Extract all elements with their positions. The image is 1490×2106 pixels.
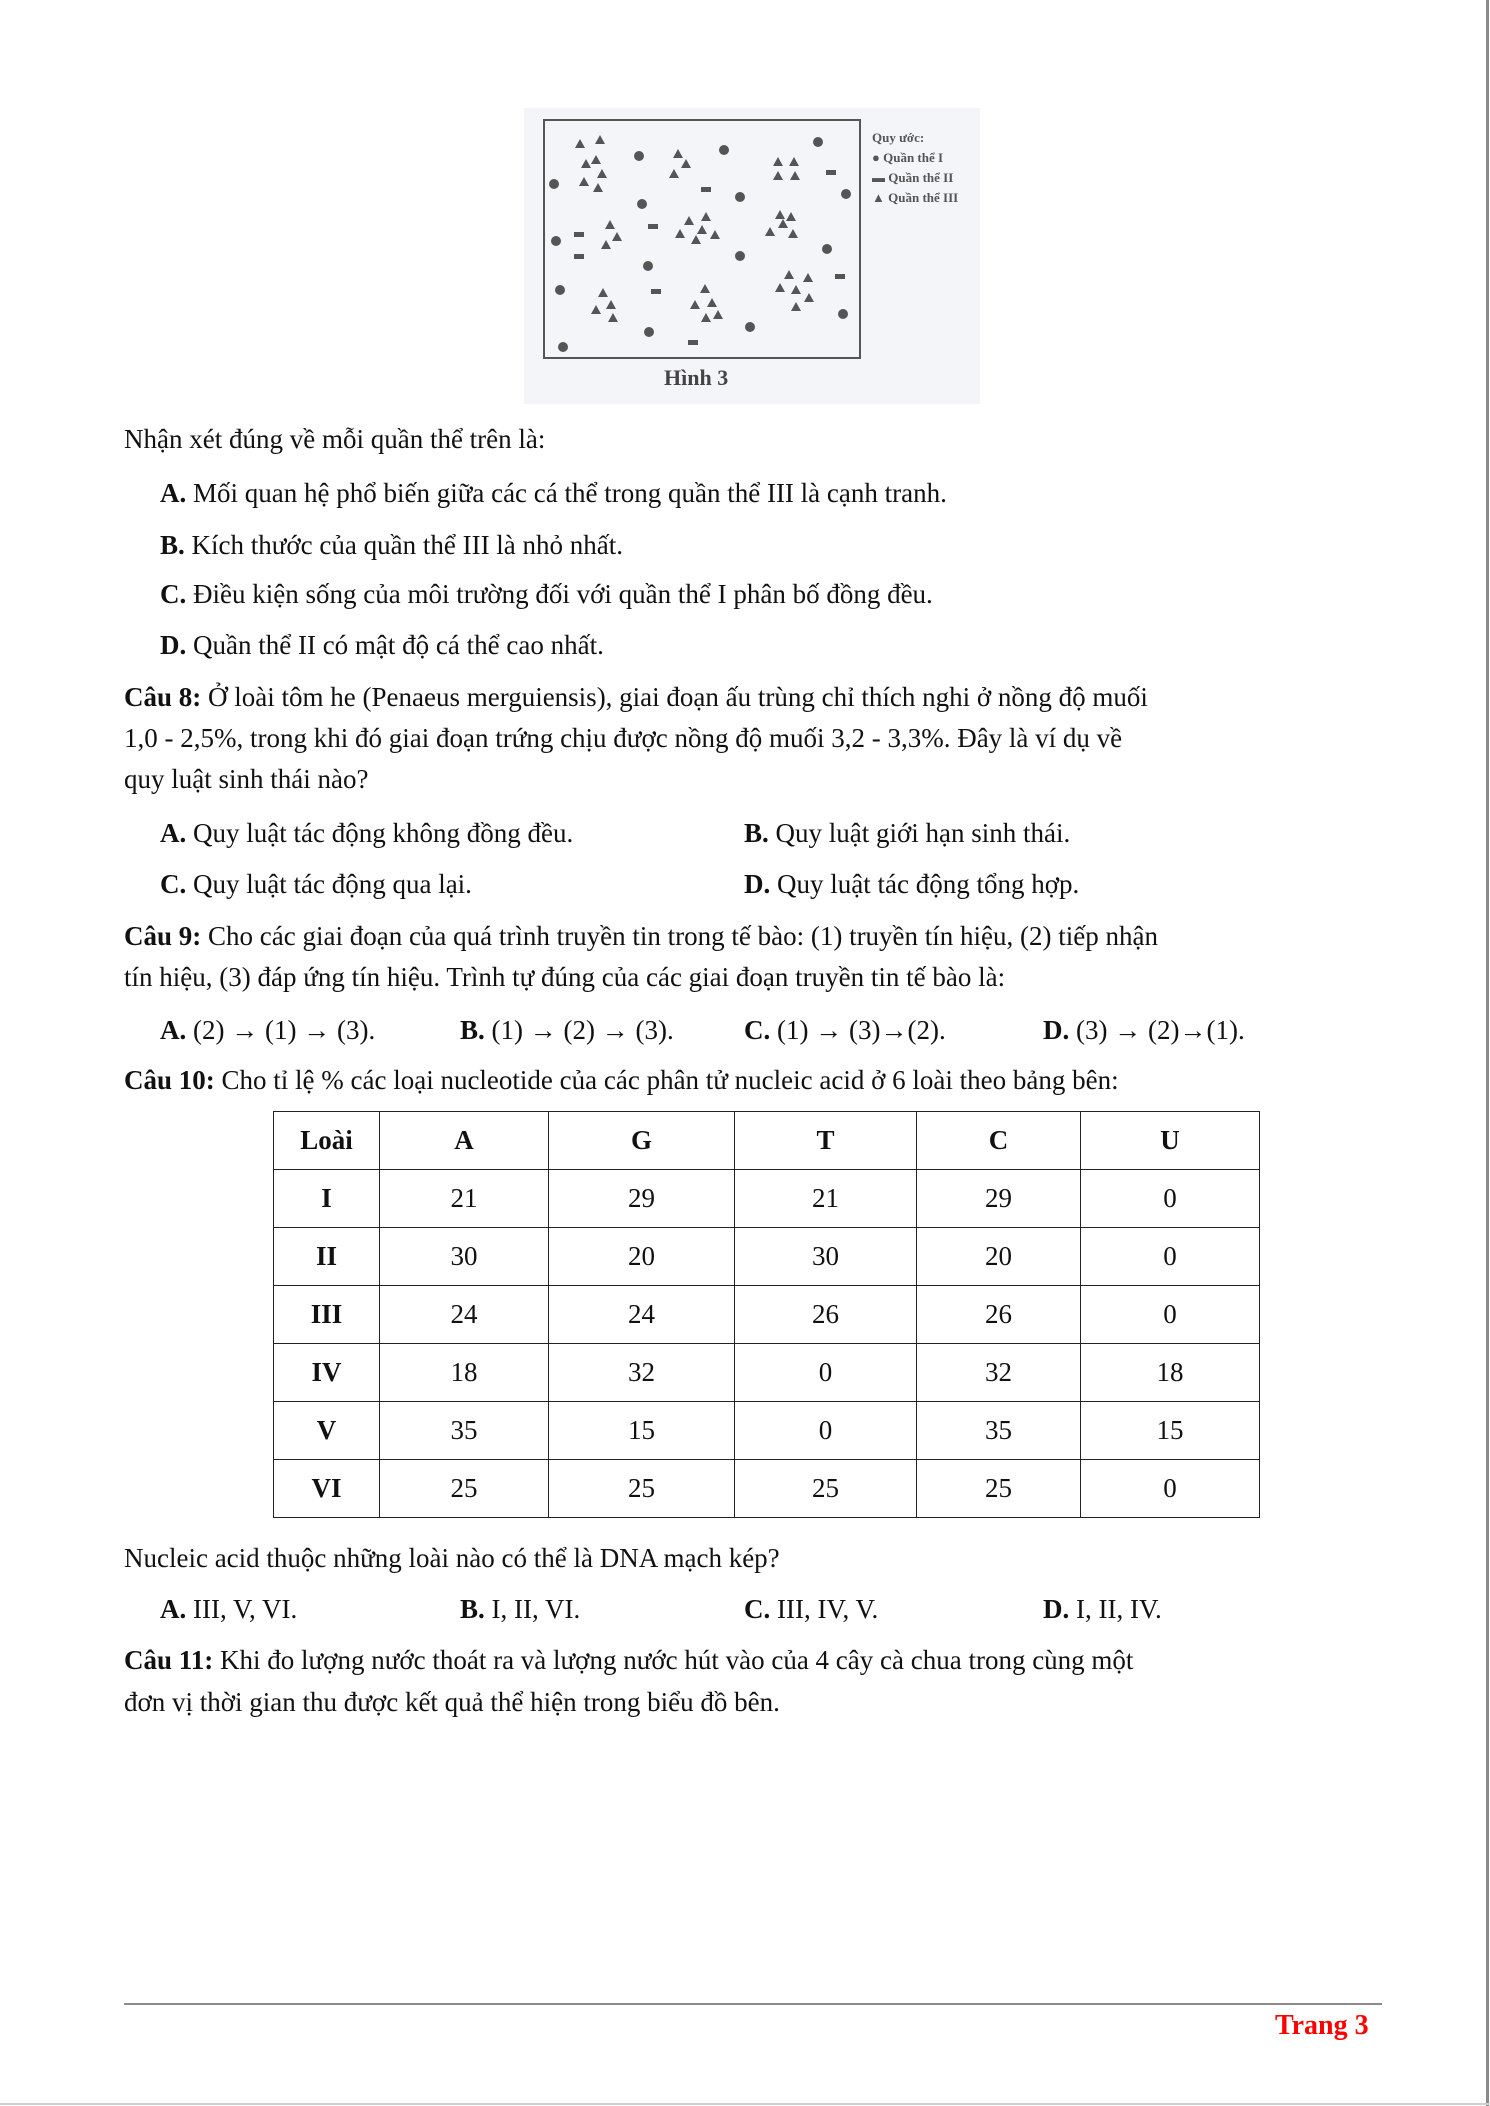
table-cell: 25 bbox=[549, 1460, 735, 1518]
table-row bbox=[274, 1228, 1260, 1286]
q11-stem-line-2: đơn vị thời gian thu được kết quả thể hiện trong biểu đồ bên. bbox=[124, 1687, 780, 1717]
table-row bbox=[274, 1460, 1260, 1518]
q10-option-b: B. I, II, VI. bbox=[460, 1594, 581, 1624]
figure-legend bbox=[872, 128, 958, 208]
table-cell: 30 bbox=[380, 1228, 549, 1286]
q10-stem: Câu 10: Cho tỉ lệ % các loại nucleotide của các phân tử nucleic acid ở 6 loài theo bảng bên: bbox=[124, 1065, 1119, 1095]
figure-caption: Hình 3 bbox=[664, 365, 729, 390]
legend-item-population-2: ▬ Quần thể II bbox=[872, 170, 954, 185]
triangle-clusters bbox=[575, 135, 814, 322]
table-row bbox=[274, 1170, 1260, 1228]
species-cell: III bbox=[274, 1286, 380, 1344]
q9-stem-line-1: Câu 9: Cho các giai đoạn của quá trình truyền tin trong tế bào: (1) truyền tín hiệu, (2) tiếp nhận bbox=[124, 921, 1158, 951]
column-header: A bbox=[380, 1112, 549, 1170]
column-header: C bbox=[917, 1112, 1081, 1170]
table-cell: 29 bbox=[549, 1170, 735, 1228]
table-cell: 15 bbox=[549, 1402, 735, 1460]
species-cell: V bbox=[274, 1402, 380, 1460]
table-cell: 32 bbox=[917, 1344, 1081, 1402]
q7-stem: Nhận xét đúng về mỗi quần thể trên là: bbox=[124, 424, 546, 454]
q9-stem-line-2: tín hiệu, (3) đáp ứng tín hiệu. Trình tự đúng của các giai đoạn truyền tin tế bào là: bbox=[124, 962, 1006, 992]
table-row bbox=[274, 1344, 1260, 1402]
q9-option-d: D. (3) → (2)→(1). bbox=[1043, 1015, 1245, 1045]
q7-option-a: A. Mối quan hệ phổ biến giữa các cá thể trong quần thể III là cạnh tranh. bbox=[160, 478, 947, 508]
q9-option-b: B. (1) → (2) → (3). bbox=[460, 1015, 674, 1045]
q10-label: Câu 10: bbox=[124, 1065, 215, 1095]
species-cell: VI bbox=[274, 1460, 380, 1518]
q10-option-d: D. I, II, IV. bbox=[1043, 1594, 1162, 1624]
table-cell: 35 bbox=[380, 1402, 549, 1460]
table-header-row bbox=[274, 1112, 1260, 1170]
q8-stem-line-1: Câu 8: Ở loài tôm he (Penaeus merguiensis), giai đoạn ấu trùng chỉ thích nghi ở nồng độ muối bbox=[124, 682, 1148, 712]
figure-hinh-3 bbox=[524, 108, 980, 404]
q9-option-a: A. (2) → (1) → (3). bbox=[160, 1015, 376, 1045]
table-cell: 25 bbox=[380, 1460, 549, 1518]
species-cell: I bbox=[274, 1170, 380, 1228]
table-cell: 30 bbox=[735, 1228, 917, 1286]
table-cell: 21 bbox=[735, 1170, 917, 1228]
page-border-right bbox=[1486, 0, 1489, 2106]
legend-item-population-3: ▲ Quần thể III bbox=[872, 190, 959, 205]
species-cell: II bbox=[274, 1228, 380, 1286]
q7-option-c: C. Điều kiện sống của môi trường đối với quần thể I phân bố đồng đều. bbox=[160, 579, 933, 609]
table-cell: 20 bbox=[549, 1228, 735, 1286]
q7-option-b: B. Kích thước của quần thể III là nhỏ nhất. bbox=[160, 530, 624, 560]
table-cell: 21 bbox=[380, 1170, 549, 1228]
table-cell: 18 bbox=[1081, 1344, 1260, 1402]
nucleotide-table bbox=[273, 1111, 1260, 1518]
q8-stem-line-2: 1,0 - 2,5%, trong khi đó giai đoạn trứng chịu được nồng độ muối 3,2 - 3,3%. Đây là ví dụ về bbox=[124, 723, 1123, 753]
q10-option-c: C. III, IV, V. bbox=[744, 1594, 879, 1624]
q11-stem-line-1: Câu 11: Khi đo lượng nước thoát ra và lượng nước hút vào của 4 cây cà chua trong cùng một bbox=[124, 1645, 1134, 1675]
table-row bbox=[274, 1402, 1260, 1460]
table-cell: 0 bbox=[1081, 1460, 1260, 1518]
table-cell: 0 bbox=[735, 1344, 917, 1402]
column-header: Loài bbox=[274, 1112, 380, 1170]
q7-option-d: D. Quần thể II có mật độ cá thể cao nhất. bbox=[160, 630, 604, 660]
q8-option-d: D. Quy luật tác động tổng hợp. bbox=[744, 869, 1080, 899]
page-border-bottom bbox=[0, 2103, 1490, 2105]
table-cell: 24 bbox=[549, 1286, 735, 1344]
column-header: U bbox=[1081, 1112, 1260, 1170]
q8-option-b: B. Quy luật giới hạn sinh thái. bbox=[744, 818, 1071, 848]
q8-label: Câu 8: bbox=[124, 682, 202, 712]
table-cell: 29 bbox=[917, 1170, 1081, 1228]
column-header: T bbox=[735, 1112, 917, 1170]
q8-option-c: C. Quy luật tác động qua lại. bbox=[160, 869, 472, 899]
q9-label: Câu 9: bbox=[124, 921, 202, 951]
table-cell: 25 bbox=[917, 1460, 1081, 1518]
dash-icon: ▬ bbox=[872, 170, 885, 185]
q9-option-c: C. (1) → (3)→(2). bbox=[744, 1015, 946, 1045]
table-cell: 26 bbox=[735, 1286, 917, 1344]
q8-stem-line-3: quy luật sinh thái nào? bbox=[124, 764, 369, 794]
table-cell: 0 bbox=[1081, 1286, 1260, 1344]
table-cell: 26 bbox=[917, 1286, 1081, 1344]
table-cell: 0 bbox=[1081, 1170, 1260, 1228]
footer-divider bbox=[124, 2003, 1382, 2005]
table-cell: 25 bbox=[735, 1460, 917, 1518]
table-cell: 24 bbox=[380, 1286, 549, 1344]
column-header: G bbox=[549, 1112, 735, 1170]
table-row bbox=[274, 1286, 1260, 1344]
table-cell: 18 bbox=[380, 1344, 549, 1402]
triangle-icon: ▲ bbox=[872, 190, 885, 205]
legend-item-population-1: ● Quần thể I bbox=[872, 150, 944, 165]
q10-question: Nucleic acid thuộc những loài nào có thể là DNA mạch kép? bbox=[124, 1543, 780, 1573]
species-cell: IV bbox=[274, 1344, 380, 1402]
legend-title: Quy ước: bbox=[872, 130, 925, 145]
table-cell: 0 bbox=[735, 1402, 917, 1460]
table-cell: 20 bbox=[917, 1228, 1081, 1286]
circle-icon: ● bbox=[872, 150, 880, 165]
table-cell: 32 bbox=[549, 1344, 735, 1402]
q10-option-a: A. III, V, VI. bbox=[160, 1594, 298, 1624]
q8-option-a: A. Quy luật tác động không đồng đều. bbox=[160, 818, 574, 848]
table-cell: 0 bbox=[1081, 1228, 1260, 1286]
table-cell: 15 bbox=[1081, 1402, 1260, 1460]
q11-label: Câu 11: bbox=[124, 1645, 214, 1675]
table-cell: 35 bbox=[917, 1402, 1081, 1460]
page-number: Trang 3 bbox=[1275, 2010, 1369, 2041]
